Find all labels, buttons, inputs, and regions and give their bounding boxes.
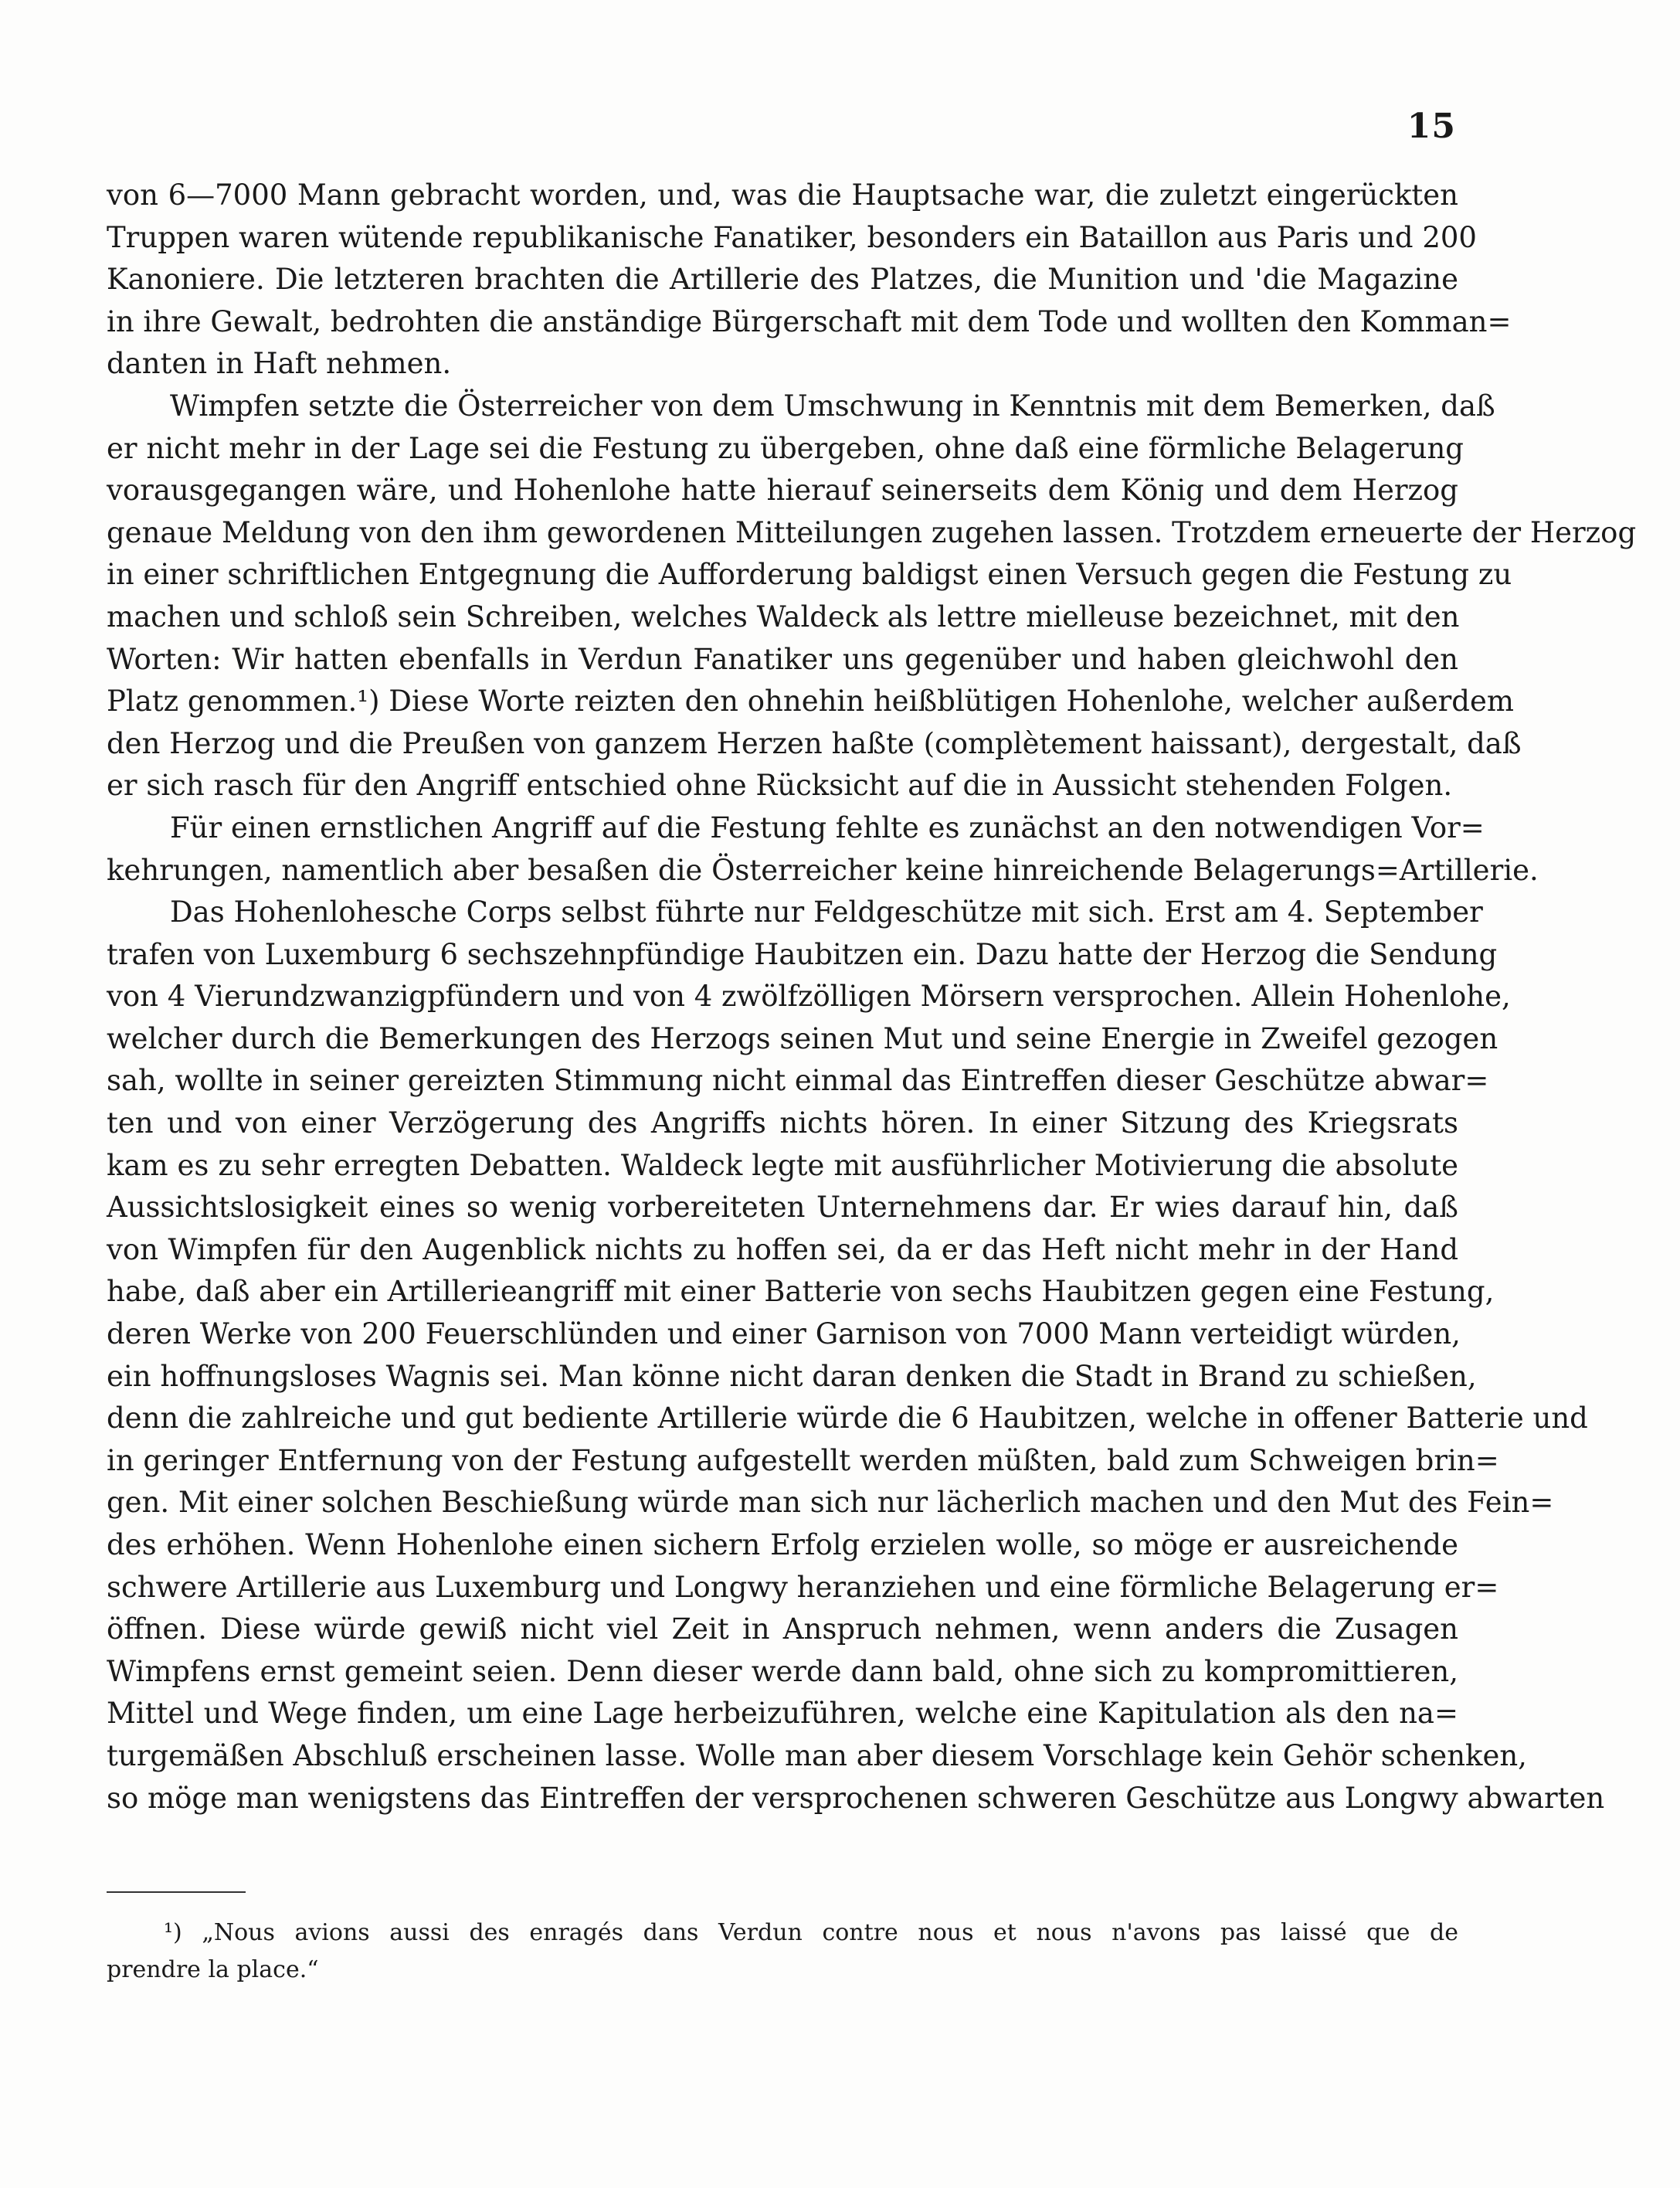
text-line: Wimpfen setzte die Österreicher von dem Umschwung in Kenntnis mit dem Bemerken, daß	[170, 389, 1495, 423]
text-line: von 6—7000 Mann gebracht worden, und, was die Hauptsache war, die zuletzt eingerückten	[107, 178, 1458, 212]
text-line: kam es zu sehr erregten Debatten. Waldeck legte mit ausführlicher Motivierung die absolute	[107, 1148, 1458, 1182]
text-line: kehrungen, namentlich aber besaßen die Österreicher keine hinreichende Belagerungs=Artillerie.	[107, 853, 1539, 887]
text-line: Mittel und Wege finden, um eine Lage herbeizuführen, welche eine Kapitulation als den na=	[107, 1697, 1458, 1731]
text-line: des erhöhen. Wenn Hohenlohe einen sichern Erfolg erzielen wolle, so möge er ausreichende	[107, 1528, 1458, 1561]
footnote-line: ¹) „Nous avions aussi des enragés dans Verdun contre nous et nous n'avons pas laissé que de	[164, 1919, 1458, 1946]
text-line: in ihre Gewalt, bedrohten die anständige Bürgerschaft mit dem Tode und wollten den Komman=	[107, 304, 1512, 338]
text-line: Das Hohenlohesche Corps selbst führte nur Feldgeschütze mit sich. Erst am 4. September	[170, 895, 1483, 929]
text-line: Aussichtslosigkeit eines so wenig vorbereiteten Unternehmens dar. Er wies darauf hin, daß	[107, 1191, 1458, 1225]
text-line: trafen von Luxemburg 6 sechszehnpfündige Haubitzen ein. Dazu hatte der Herzog die Sendung	[107, 937, 1498, 971]
text-line: Für einen ernstlichen Angriff auf die Festung fehlte es zunächst an den notwendigen Vor=	[170, 810, 1485, 844]
text-line: ten und von einer Verzögerung des Angriffs nichts hören. In einer Sitzung des Kriegsrats	[107, 1106, 1458, 1140]
footnotes	[107, 1914, 1458, 1989]
text-line: von Wimpfen für den Augenblick nichts zu hoffen sei, da er das Heft nicht mehr in der Hand	[107, 1232, 1458, 1266]
text-line: den Herzog und die Preußen von ganzem Herzen haßte (complètement haissant), dergestalt, daß	[107, 726, 1522, 760]
text-line: Worten: Wir hatten ebenfalls in Verdun Fanatiker uns gegenüber und haben gleichwohl den	[107, 642, 1458, 676]
text-line: Wimpfens ernst gemeint seien. Denn dieser werde dann bald, ohne sich zu kompromittieren,	[107, 1654, 1458, 1688]
text-line: welcher durch die Bemerkungen des Herzogs seinen Mut und seine Energie in Zweifel gezogen	[107, 1021, 1498, 1055]
text-line: öffnen. Diese würde gewiß nicht viel Zeit in Anspruch nehmen, wenn anders die Zusagen	[107, 1612, 1458, 1646]
text-line: gen. Mit einer solchen Beschießung würde man sich nur lächerlich machen und den Mut des Fein=	[107, 1486, 1554, 1520]
text-line: habe, daß aber ein Artillerieangriff mit einer Batterie von sechs Haubitzen gegen eine Festung,	[107, 1275, 1495, 1309]
text-line: deren Werke von 200 Feuerschlünden und einer Garnison von 7000 Mann verteidigt würden,	[107, 1317, 1461, 1351]
text-line: ein hoffnungsloses Wagnis sei. Man könne nicht daran denken die Stadt in Brand zu schießen,	[107, 1359, 1477, 1393]
text-line: Platz genommen.¹) Diese Worte reizten den ohnehin heißblütigen Hohenlohe, welcher außerdem	[107, 685, 1514, 719]
text-line: in einer schriftlichen Entgegnung die Aufforderung baldigst einen Versuch gegen die Festung zu	[107, 558, 1512, 592]
text-line: genaue Meldung von den ihm gewordenen Mitteilungen zugehen lassen. Trotzdem erneuerte der Herzog	[107, 515, 1637, 549]
page-number: 15	[1407, 107, 1456, 146]
text-line: Kanoniere. Die letzteren brachten die Artillerie des Platzes, die Munition und 'die Magazine	[107, 263, 1458, 297]
text-line: so möge man wenigstens das Eintreffen der versprochenen schweren Geschütze aus Longwy abwarten	[107, 1781, 1605, 1815]
text-line: machen und schloß sein Schreiben, welches Waldeck als lettre mielleuse bezeichnet, mit den	[107, 600, 1460, 634]
footnote-divider	[107, 1891, 246, 1893]
text-line: von 4 Vierundzwanzigpfündern und von 4 zwölfzölligen Mörsern versprochen. Allein Hohenlohe,	[107, 980, 1511, 1014]
footnote-line: prendre la place.“	[107, 1956, 319, 1983]
text-line: sah, wollte in seiner gereizten Stimmung nicht einmal das Eintreffen dieser Geschütze abwar=	[107, 1064, 1489, 1098]
text-line: schwere Artillerie aus Luxemburg und Longwy heranziehen und eine förmliche Belagerung er=	[107, 1570, 1499, 1604]
text-line: Truppen waren wütende republikanische Fanatiker, besonders ein Bataillon aus Paris und 200	[107, 220, 1477, 254]
text-line: er sich rasch für den Angriff entschied ohne Rücksicht auf die in Aussicht stehenden Folgen.	[107, 769, 1453, 803]
text-line: in geringer Entfernung von der Festung aufgestellt werden müßten, bald zum Schweigen brin=	[107, 1443, 1499, 1477]
body-text	[107, 175, 1637, 1819]
text-line: denn die zahlreiche und gut bediente Artillerie würde die 6 Haubitzen, welche in offener Batterie und	[107, 1401, 1588, 1435]
text-line: danten in Haft nehmen.	[107, 347, 452, 381]
text-line: er nicht mehr in der Lage sei die Festung zu übergeben, ohne daß eine förmliche Belagerung	[107, 431, 1464, 465]
text-line: vorausgegangen wäre, und Hohenlohe hatte hierauf seinerseits dem König und dem Herzog	[107, 474, 1458, 508]
text-line: turgemäßen Abschluß erscheinen lasse. Wolle man aber diesem Vorschlage kein Gehör schenken,	[107, 1738, 1527, 1772]
